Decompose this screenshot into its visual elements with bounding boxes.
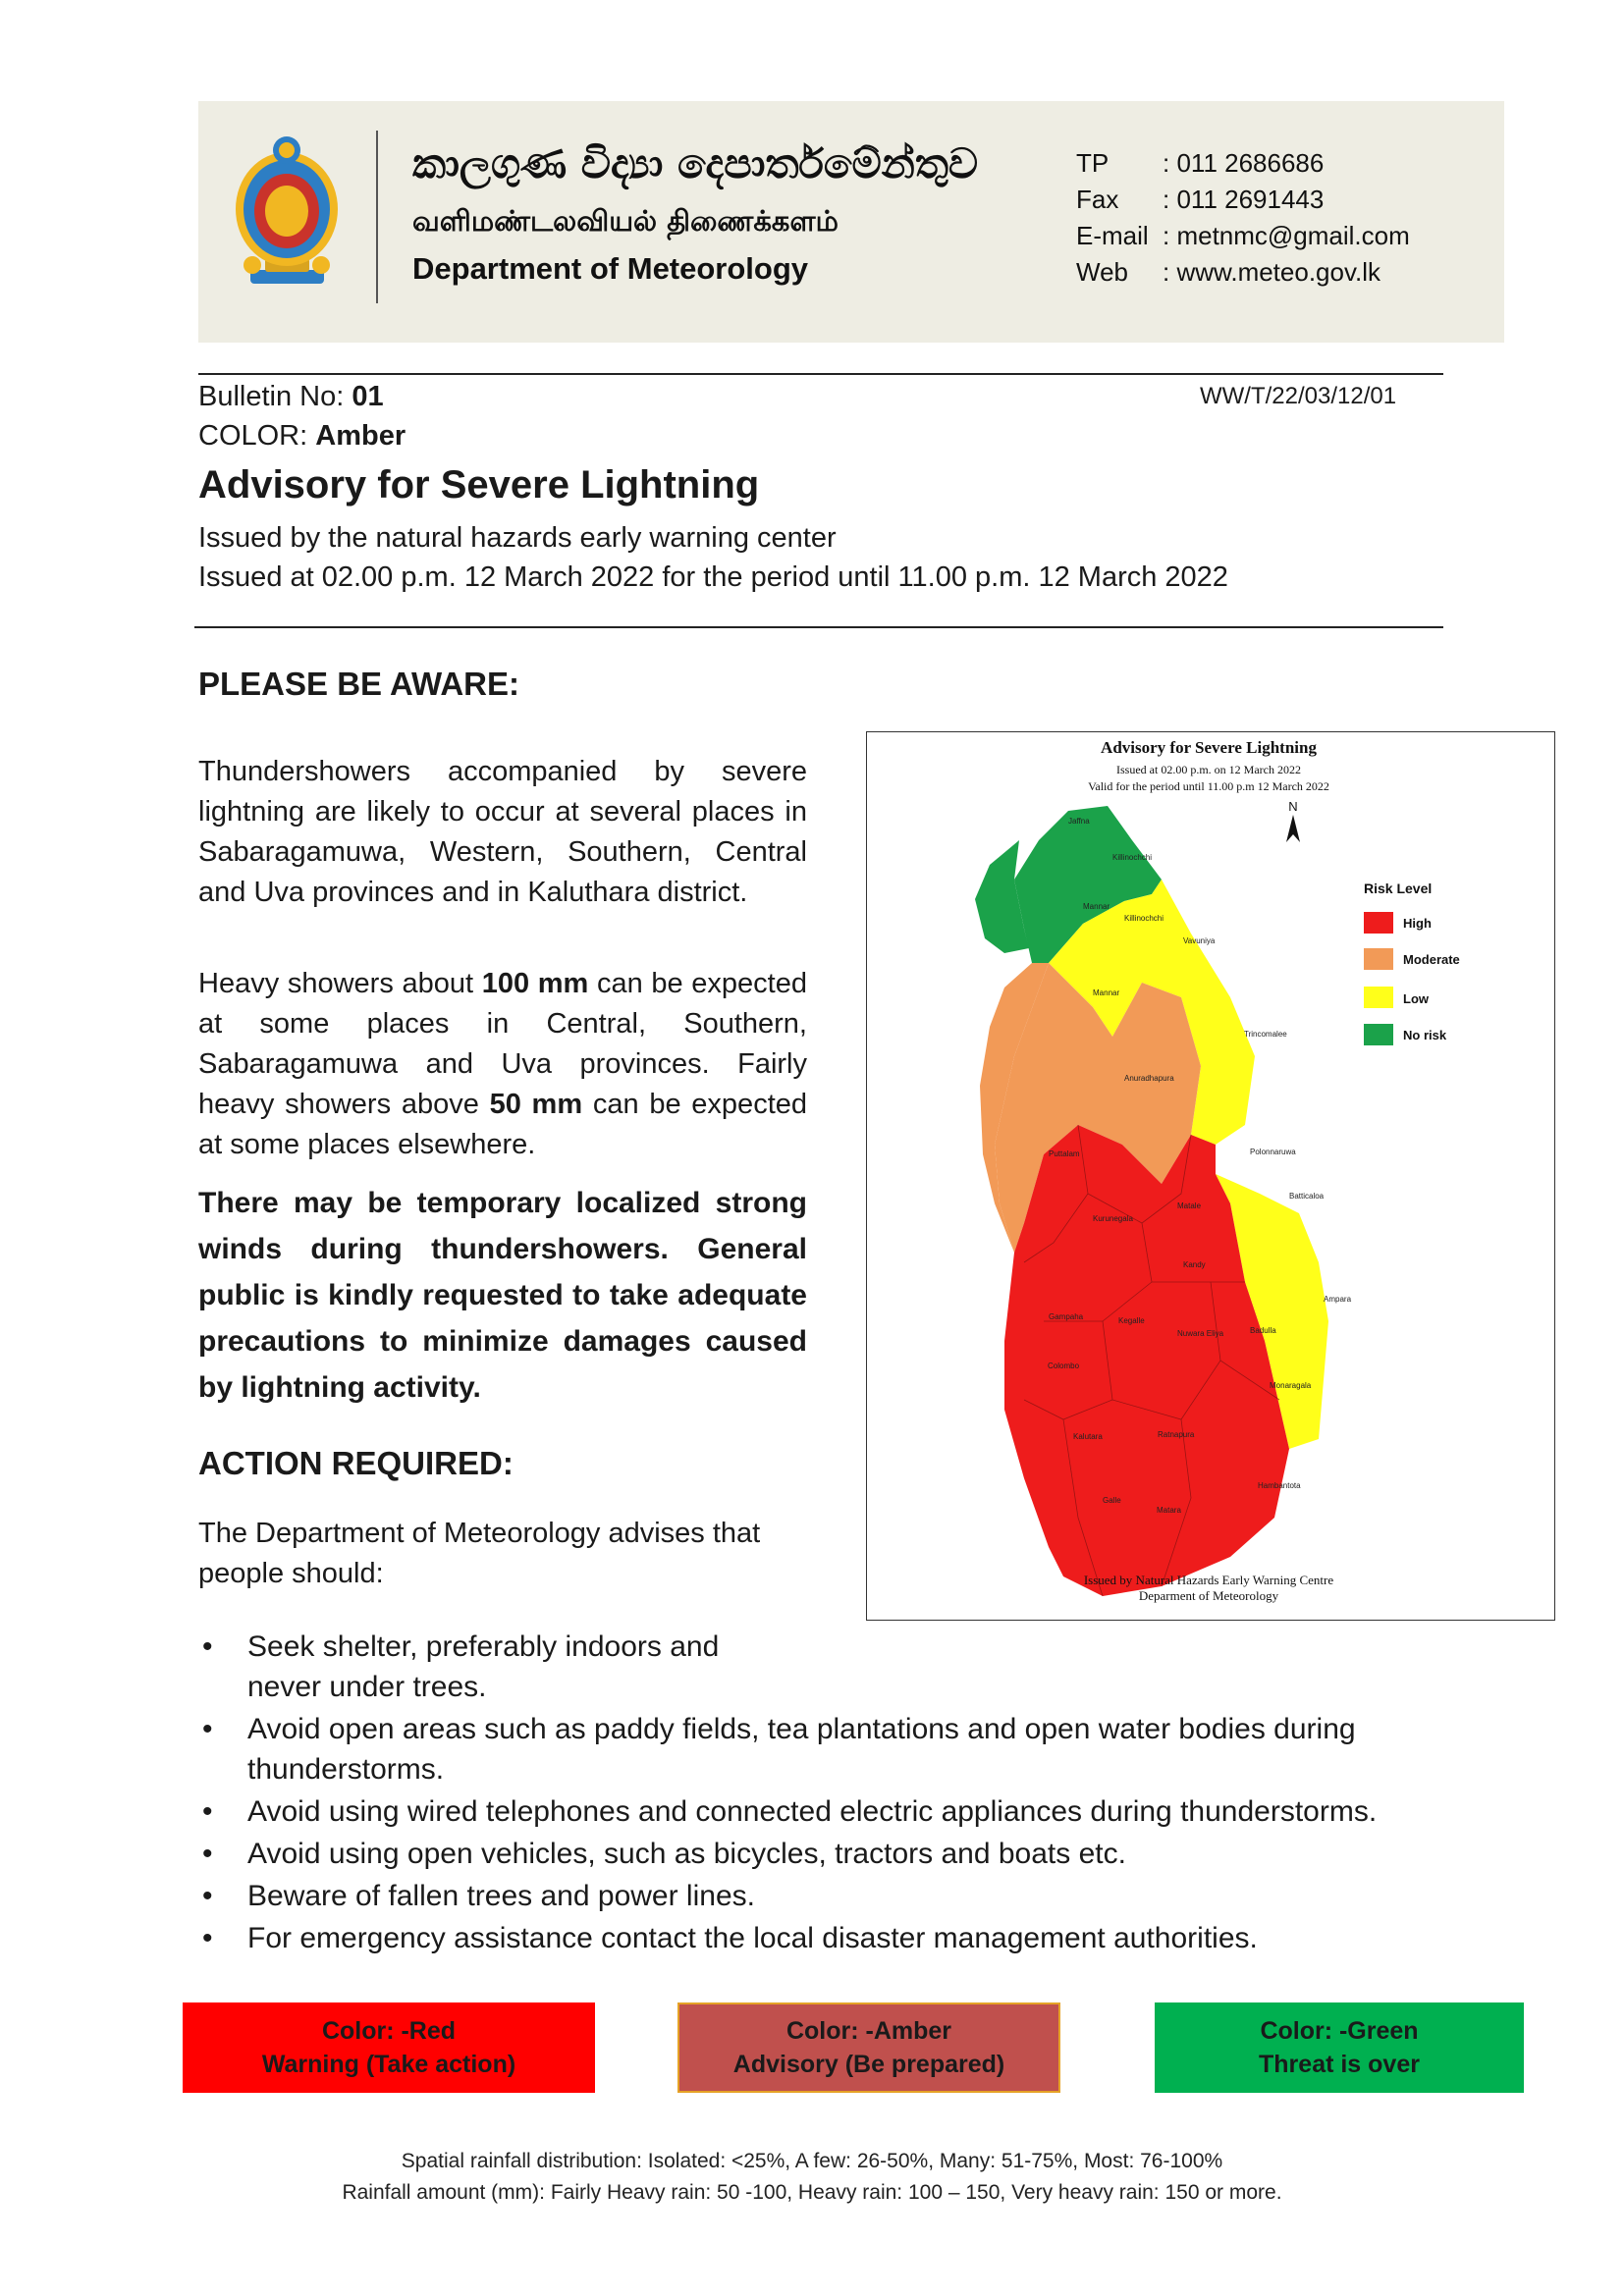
contact-web: Web : www.meteo.gov.lk	[1076, 257, 1381, 287]
department-name-tamil: வளிமண்டலவியல் திணைக்களம்	[412, 204, 839, 238]
map-footer-1: Issued by Natural Hazards Early Warning Centre	[1083, 1573, 1334, 1587]
divider	[198, 373, 1443, 375]
contact-fax: Fax : 011 2691443	[1076, 185, 1325, 214]
bulletin-color: COLOR: Amber	[198, 420, 406, 452]
svg-text:Kandy: Kandy	[1183, 1260, 1206, 1269]
map-legend-title: Risk Level	[1364, 881, 1433, 896]
svg-text:Badulla: Badulla	[1250, 1326, 1276, 1335]
action-intro: The Department of Meteorology advises that people should:	[198, 1518, 761, 1589]
sri-lanka-emblem-icon	[231, 133, 344, 294]
page-title: Advisory for Severe Lightning	[198, 463, 760, 507]
list-item: • Beware of fallen trees and power lines.	[198, 1876, 1475, 1916]
svg-text:Killinochchi: Killinochchi	[1124, 914, 1164, 923]
bulletin-number: Bulletin No: 01	[198, 381, 384, 412]
contact-email: E-mail : metnmc@gmail.com	[1076, 221, 1410, 250]
department-name-sinhala: කාලගුණ විද්‍යා දෙපාර්තමේන්තුව	[412, 139, 979, 187]
north-label: N	[1288, 799, 1298, 814]
issued-by: Issued by the natural hazards early warning center	[198, 522, 837, 554]
risk-map-svg	[867, 732, 1554, 1620]
svg-text:Gampaha: Gampaha	[1049, 1312, 1084, 1321]
aware-paragraph-2: Heavy showers about 100 mm can be expected at some places in Central, Southern, Sabaragamuwa and Uva provinces. Fairly heavy showers above 50 mm can be expected at some places elsewhere.	[198, 968, 808, 1160]
map-issued: Issued at 02.00 p.m. on 12 March 2022	[1116, 763, 1301, 776]
svg-text:Colombo: Colombo	[1048, 1362, 1080, 1370]
list-item: • Avoid open areas such as paddy fields, tea plantations and open water bodies during thunderstorms.	[198, 1709, 1455, 1789]
svg-text:Batticaloa: Batticaloa	[1289, 1192, 1325, 1201]
svg-text:Kurunegala: Kurunegala	[1093, 1214, 1133, 1223]
legend-swatch-low	[1364, 987, 1393, 1008]
divider	[194, 626, 1443, 628]
contact-info	[1076, 145, 1410, 291]
footer-line-1: Spatial rainfall distribution: Isolated: <25%, A few: 26-50%, Many: 51-75%, Most: 76-100%	[401, 2150, 1223, 2172]
svg-text:Moderate: Moderate	[1403, 952, 1460, 967]
svg-text:Mannar: Mannar	[1083, 902, 1110, 911]
svg-text:Hambantota: Hambantota	[1258, 1481, 1301, 1490]
svg-text:Mannar: Mannar	[1093, 988, 1120, 997]
legend-amber-advisory: Color: -Amber Advisory (Be prepared)	[677, 2002, 1060, 2093]
list-item: • For emergency assistance contact the local disaster management authorities.	[198, 1918, 1475, 1958]
svg-text:Polonnaruwa: Polonnaruwa	[1250, 1148, 1296, 1156]
legend-red-warning: Color: -Red Warning (Take action)	[183, 2002, 595, 2093]
svg-text:Ampara: Ampara	[1324, 1295, 1352, 1304]
svg-text:Jaffna: Jaffna	[1068, 817, 1090, 826]
map-legend	[1364, 912, 1460, 1045]
risk-map	[866, 731, 1555, 1621]
aware-heading: PLEASE BE AWARE:	[198, 666, 519, 702]
svg-text:Kalutara: Kalutara	[1073, 1432, 1103, 1441]
action-list	[198, 1627, 1475, 1960]
issued-at: Issued at 02.00 p.m. 12 March 2022 for the period until 11.00 p.m. 12 March 2022	[198, 561, 1228, 593]
legend-green-over: Color: -Green Threat is over	[1155, 2002, 1524, 2093]
aware-paragraph-3: There may be temporary localized strong winds during thundershowers. General public is kindly requested to take adequate precautions to minimize damages caused by lightning activity.	[198, 1187, 807, 1404]
contact-tp: TP : 011 2686686	[1076, 148, 1325, 178]
list-item: • Avoid using open vehicles, such as bicycles, tractors and boats etc.	[198, 1834, 1475, 1874]
svg-text:Vavuniya: Vavuniya	[1183, 936, 1216, 945]
aware-paragraph-1: Thundershowers accompanied by severe lightning are likely to occur at several places in Sabaragamuwa, Western, Southern, Central and Uva provinces and in Kaluthara district.	[198, 756, 807, 908]
map-title: Advisory for Severe Lightning	[1101, 738, 1317, 757]
svg-text:Kegalle: Kegalle	[1118, 1316, 1145, 1325]
list-item: • Avoid using wired telephones and connected electric appliances during thunderstorms.	[198, 1791, 1475, 1832]
legend-swatch-no-risk	[1364, 1024, 1393, 1045]
map-valid: Valid for the period until 11.00 p.m 12 March 2022	[1088, 779, 1329, 793]
svg-text:No risk: No risk	[1403, 1028, 1447, 1042]
svg-text:Anuradhapura: Anuradhapura	[1124, 1074, 1174, 1083]
legend-swatch-high	[1364, 912, 1393, 934]
svg-text:Ratnapura: Ratnapura	[1158, 1430, 1195, 1439]
svg-text:Monaragala: Monaragala	[1270, 1381, 1312, 1390]
svg-text:Low: Low	[1403, 991, 1429, 1006]
svg-text:Matale: Matale	[1177, 1201, 1202, 1210]
svg-text:Puttalam: Puttalam	[1049, 1149, 1080, 1158]
svg-text:Galle: Galle	[1103, 1496, 1121, 1505]
action-heading: ACTION REQUIRED:	[198, 1445, 514, 1481]
svg-text:High: High	[1403, 916, 1432, 931]
header-divider	[376, 131, 378, 303]
legend-swatch-moderate	[1364, 948, 1393, 970]
svg-text:Matara: Matara	[1157, 1506, 1181, 1515]
svg-text:Killinochchi: Killinochchi	[1112, 853, 1153, 862]
bulletin-reference: WW/T/22/03/12/01	[1200, 383, 1397, 409]
footer-line-2: Rainfall amount (mm): Fairly Heavy rain: 50 -100, Heavy rain: 100 – 150, Very heavy rain: 150 or more.	[342, 2181, 1282, 2204]
north-arrow-icon	[1286, 815, 1300, 842]
svg-text:Trincomalee: Trincomalee	[1244, 1030, 1287, 1039]
list-item: • Seek shelter, preferably indoors and never under trees.	[198, 1627, 797, 1707]
department-name-english: Department of Meteorology	[412, 251, 809, 286]
map-footer-2: Deparment of Meteorology	[1138, 1588, 1279, 1603]
svg-text:Nuwara Eliya: Nuwara Eliya	[1177, 1329, 1224, 1338]
